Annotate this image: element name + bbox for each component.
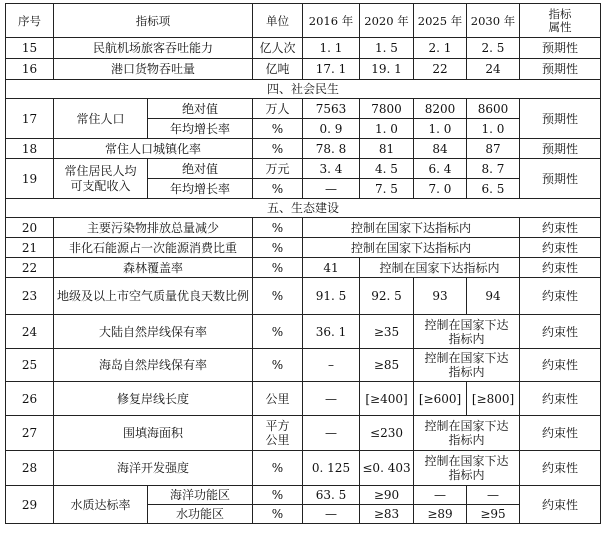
header-2020: 2020 年 <box>360 4 414 38</box>
table-row: 18 常住人口城镇化率 % 78. 8 81 84 87 预期性 <box>6 139 601 159</box>
table-row: 28 海洋开发强度 % 0. 125 ≤0. 403 控制在国家下达 指标内 约束性 <box>6 451 601 486</box>
table-row: 26 修复岸线长度 公里 — [≥400] [≥600] [≥800] 约束性 <box>6 382 601 416</box>
table-row: 17 常住人口 绝对值 万人 7563 7800 8200 8600 预期性 <box>6 99 601 119</box>
section-title: 五、生态建设 <box>6 199 601 218</box>
table-row: 27 围填海面积 平方 公里 — ≤230 控制在国家下达 指标内 约束性 <box>6 416 601 451</box>
section-row <box>6 199 601 218</box>
table-row: 23 地级及以上市空气质量优良天数比例 % 91. 5 92. 5 93 94 约束性 <box>6 278 601 315</box>
header-row <box>6 4 601 38</box>
header-no: 序号 <box>6 4 54 38</box>
header-attr: 指标 属性 <box>520 4 601 38</box>
table-row: 19 常住居民人均 可支配收入 绝对值 万元 3. 4 4. 5 6. 4 8. 7 预期性 <box>6 159 601 179</box>
indicators-table <box>5 3 601 524</box>
table-row: 20 主要污染物排放总量减少 % 控制在国家下达指标内 约束性 <box>6 218 601 238</box>
table-row: 年均增长率 % 0. 9 1. 0 1. 0 1. 0 <box>6 119 601 139</box>
table-row: 29 水质达标率 海洋功能区 % 63. 5 ≥90 — — 约束性 <box>6 486 601 505</box>
table-row: 15 民航机场旅客吞吐能力 亿人次 1. 1 1. 5 2. 1 2. 5 预期性 <box>6 38 601 59</box>
table-row: 年均增长率 % — 7. 5 7. 0 6. 5 <box>6 179 601 199</box>
header-2025: 2025 年 <box>414 4 467 38</box>
header-2030: 2030 年 <box>467 4 520 38</box>
header-2016: 2016 年 <box>303 4 360 38</box>
table-row: 21 非化石能源占一次能源消费比重 % 控制在国家下达指标内 约束性 <box>6 238 601 258</box>
section-title: 四、社会民生 <box>6 80 601 99</box>
section-row <box>6 80 601 99</box>
table-row: 16 港口货物吞吐量 亿吨 17. 1 19. 1 22 24 预期性 <box>6 59 601 80</box>
table-row: 水功能区 % — ≥83 ≥89 ≥95 <box>6 505 601 524</box>
header-unit: 单位 <box>253 4 303 38</box>
table-row: 25 海岛自然岸线保有率 % – ≥85 控制在国家下达 指标内 约束性 <box>6 349 601 382</box>
header-item: 指标项 <box>54 4 253 38</box>
table-row: 22 森林覆盖率 % 41 控制在国家下达指标内 约束性 <box>6 258 601 278</box>
table-row: 24 大陆自然岸线保有率 % 36. 1 ≥35 控制在国家下达 指标内 约束性 <box>6 315 601 349</box>
